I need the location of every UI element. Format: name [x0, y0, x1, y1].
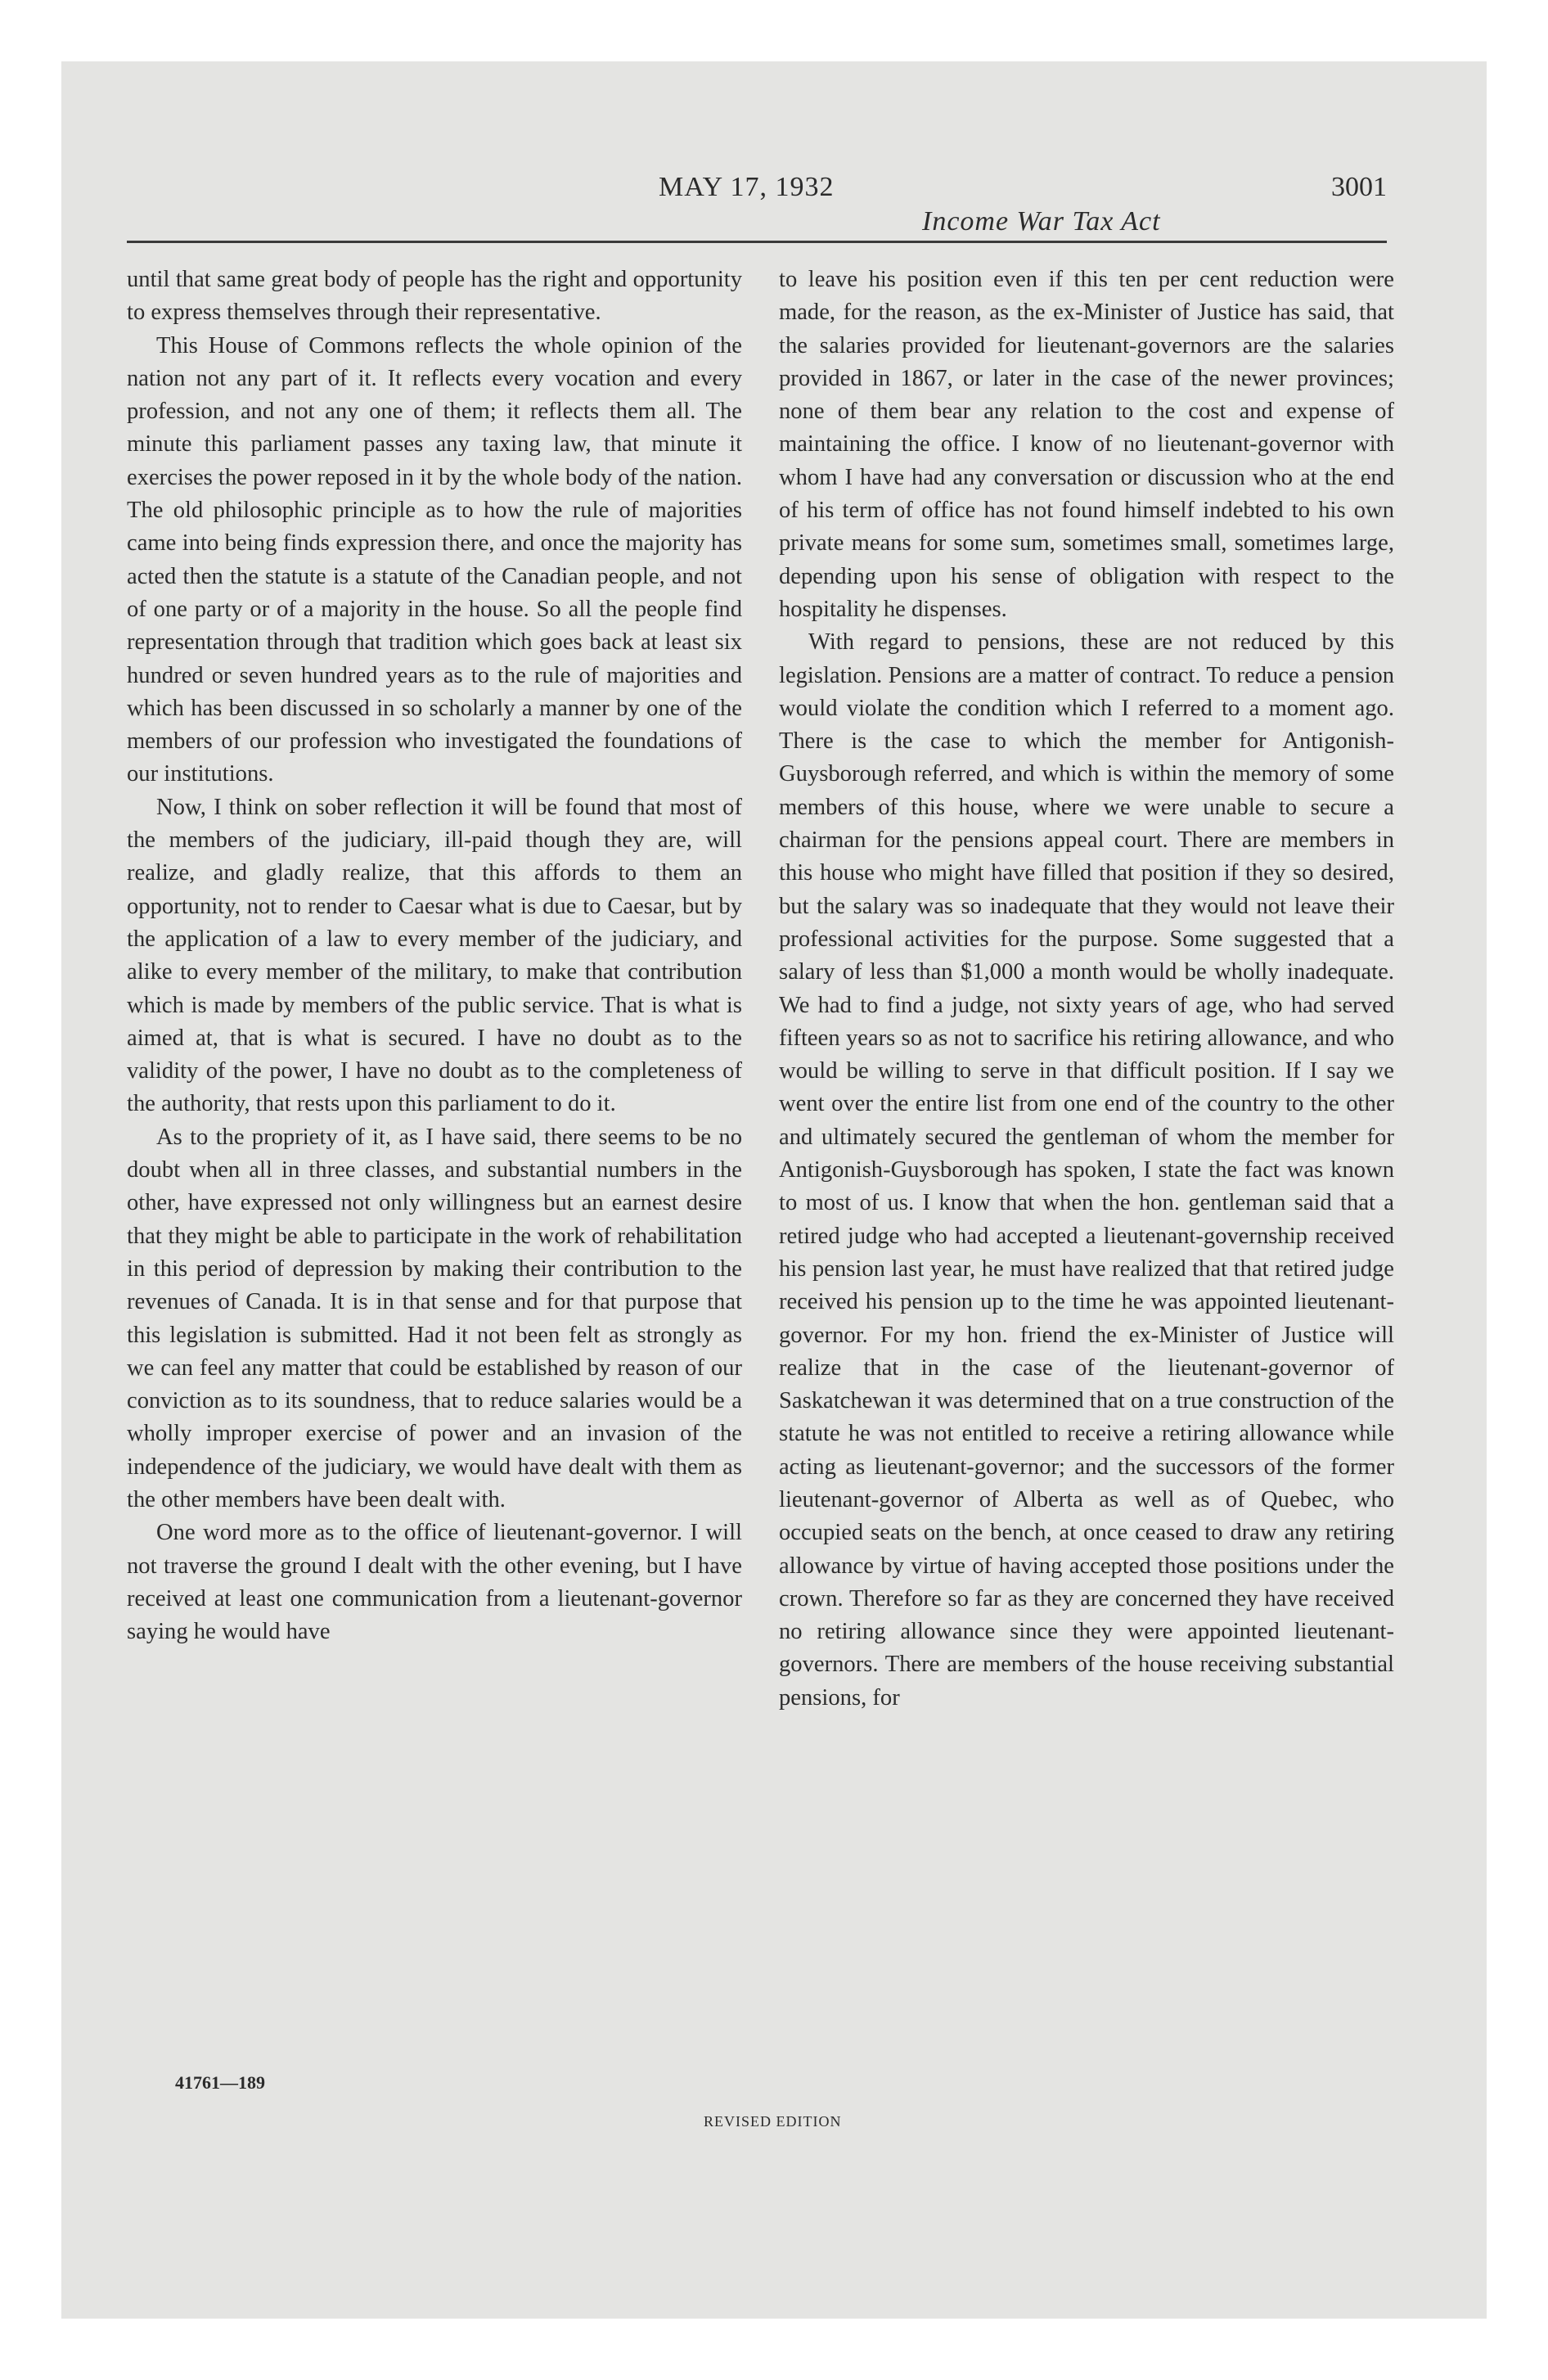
page-number: 3001: [1331, 172, 1387, 202]
page-header: [127, 164, 1387, 237]
header-title: Income War Tax Act: [922, 206, 1161, 237]
paragraph: With regard to pensions, these are not reduced by this legislation. Pensions are a matter of contract. To reduce a pension would violate the condition which I referred to a moment ago. There is the case to which the member for Antigonish-Guysborough referred, and which is within the memory of some members of this house, where we were unable to secure a chairman for the pensions appeal court. There are members in this house who might have filled that position if they so desired, but the salary was so inadequate that they would not leave their professional activities for the purpose. Some suggested that a salary of less than $1,000 a month would be wholly inadequate. We had to find a judge, not sixty years of age, who had served fifteen years so as not to sacrifice his retiring allowance, and who would be willing to serve in that difficult position. If I say we went over the entire list from one end of the country to the other and ultimately secured the gentleman of whom the member for Antigonish-Guysborough has spoken, I state the fact was known to most of us. I know that when the hon. gentleman said that a retired judge who had accepted a lieutenant-governship received his pension last year, he must have realized that that retired judge received his pension up to the time he was appointed lieutenant-governor. For my hon. friend the ex-Minister of Justice will realize that in the case of the lieutenant-governor of Saskatchewan it was determined that on a true construction of the statute he was not entitled to receive a retiring allowance while acting as lieutenant-governor; and the successors of the former lieutenant-governor of Alberta as well as of Quebec, who occupied seats on the bench, at once ceased to draw any retiring allowance by virtue of having accepted those positions under the crown. Therefore so far as they are concerned they have received no retiring allowance since they were appointed lieutenant-governors. There are members of the house receiving substantial pensions, for: [779, 629, 1394, 1711]
paragraph: This House of Commons reflects the whole opinion of the nation not any part of it. It reflects every vocation and every profession, and not any one of them; it reflects them all. The minute this parliament passes any taxing law, that minute it exercises the power reposed in it by the whole body of the nation. The old philosophic principle as to how the rule of majorities came into being finds expression there, and once the majority has acted then the statute is a statute of the Canadian people, and not of one party or of a majority in the house. So all the people find representation through that tradition which goes back at least six hundred or seven hundred years as to the rule of majorities and which has been discussed in so scholarly a manner by one of the members of our profession who investigated the foundations of our institutions.: [127, 332, 742, 787]
left-column: [127, 264, 742, 1648]
paragraph: As to the propriety of it, as I have said, there seems to be no doubt when all in three classes, and substantial numbers in the other, have expressed not only willingness but an earnest desire that they might be able to participate in the work of rehabilitation in this period of depression by making their contribution to the revenues of Canada. It is in that sense and for that purpose that this legislation is submitted. Had it not been felt as strongly as we can feel any matter that could be established by reason of our conviction as to its soundness, that to reduce salaries would be a wholly improper exercise of power and an invasion of the independence of the judiciary, we would have dealt with them as the other members have been dealt with.: [127, 1124, 742, 1512]
paragraph: until that same great body of people has the right and opportunity to express themselves through their representative.: [127, 267, 742, 326]
right-column: [779, 264, 1394, 1715]
paragraph: One word more as to the office of lieutenant-governor. I will not traverse the ground I dealt with the other evening, but I have received at least one communication from a lieutenant-governor saying he would have: [127, 1520, 742, 1645]
edition-label: REVISED EDITION: [704, 2113, 842, 2130]
header-date: MAY 17, 1932: [659, 172, 835, 202]
paragraph: to leave his position even if this ten per cent reduction were made, for the reason, as the ex-Minister of Justice has said, that the salaries provided for lieutenant-governors are the salaries provided in 1867, or later in the case of the newer provinces; none of them bear any relation to the cost and expense of maintaining the office. I know of no lieutenant-governor with whom I have had any conversation or discussion who at the end of his term of office has not found himself indebted to his own private means for some sum, sometimes small, sometimes large, depending upon his sense of obligation with respect to the hospitality he dispenses.: [779, 267, 1394, 622]
print-code: 41761—189: [175, 2072, 265, 2093]
paragraph: Now, I think on sober reflection it will be found that most of the members of the judiciary, ill-paid though they are, will realize, and gladly realize, that this affords to them an opportunity, not to render to Caesar what is due to Caesar, but by the application of a law to every member of the judiciary, and alike to every member of the military, to make that contribution which is made by members of the public service. That is what is aimed at, that is what is secured. I have no doubt as to the validity of the power, I have no doubt as to the completeness of the authority, that rests upon this parliament to do it.: [127, 794, 742, 1117]
header-rule: [127, 241, 1387, 243]
